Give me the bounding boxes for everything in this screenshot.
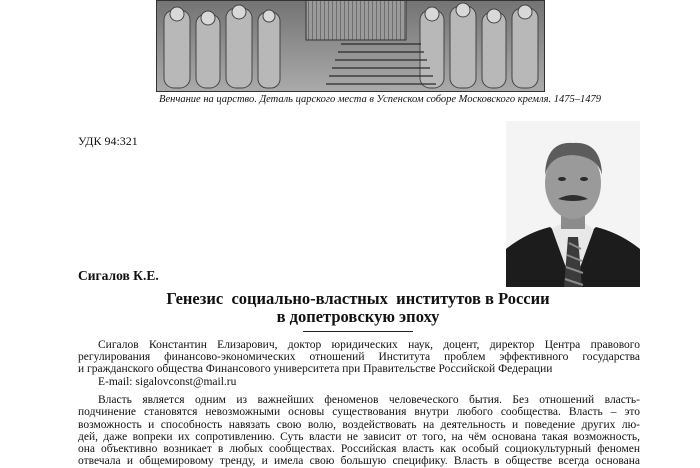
relief-photo [156, 0, 545, 92]
affiliation-line: Сигалов Константин Елизарович, доктор юридических наук, доцент, директор Центра правового [98, 339, 640, 351]
abstract-line: она объективно возникает в любых сообществах. Российская власть как особый социокультурный феномен [78, 443, 640, 456]
title-line-2: в допетровскую эпоху [276, 307, 440, 326]
affiliation-line: и гражданского общества Финансового университета при Правительстве Российской Федерации [78, 363, 553, 376]
abstract-line: возможность и способность навязать свою волю, воздействовать на деятельность и поведение других лю- [78, 418, 640, 431]
abstract-line: подчинение становятся невозможными основы существования внутри любого сообщества. Власть – это [78, 406, 640, 419]
author-name: Сигалов К.Е. [78, 268, 159, 283]
author-portrait [506, 121, 640, 287]
abstract-line: отвечала и общемировому тренду, и имела свою большую специфику. Власть в обществе всегда основана [78, 455, 640, 468]
abstract-line: дей, даже вопреки их сопротивлению. Суть власти не зависит от того, на чём основана такая возможность, [78, 430, 640, 443]
abstract-line: Власть является одним из важнейших феноменов человеческого бытия. Без отношений власть- [98, 394, 640, 406]
title-line-1: Генезис социально-властных институтов в России [166, 289, 550, 308]
affiliation-line: регулирования финансово-экономических отношений Института проблем эффективного государства [78, 351, 640, 364]
figure-caption: Венчание на царство. Деталь царского места в Успенском соборе Московского кремля. 1475–1479 [159, 94, 601, 105]
abstract [78, 394, 640, 468]
author-affiliation [78, 339, 640, 388]
article-title [100, 290, 616, 326]
author-email: E-mail: sigalovconst@mail.ru [98, 375, 237, 388]
udk-code: УДК 94:321 [78, 134, 138, 148]
title-divider [303, 331, 413, 332]
